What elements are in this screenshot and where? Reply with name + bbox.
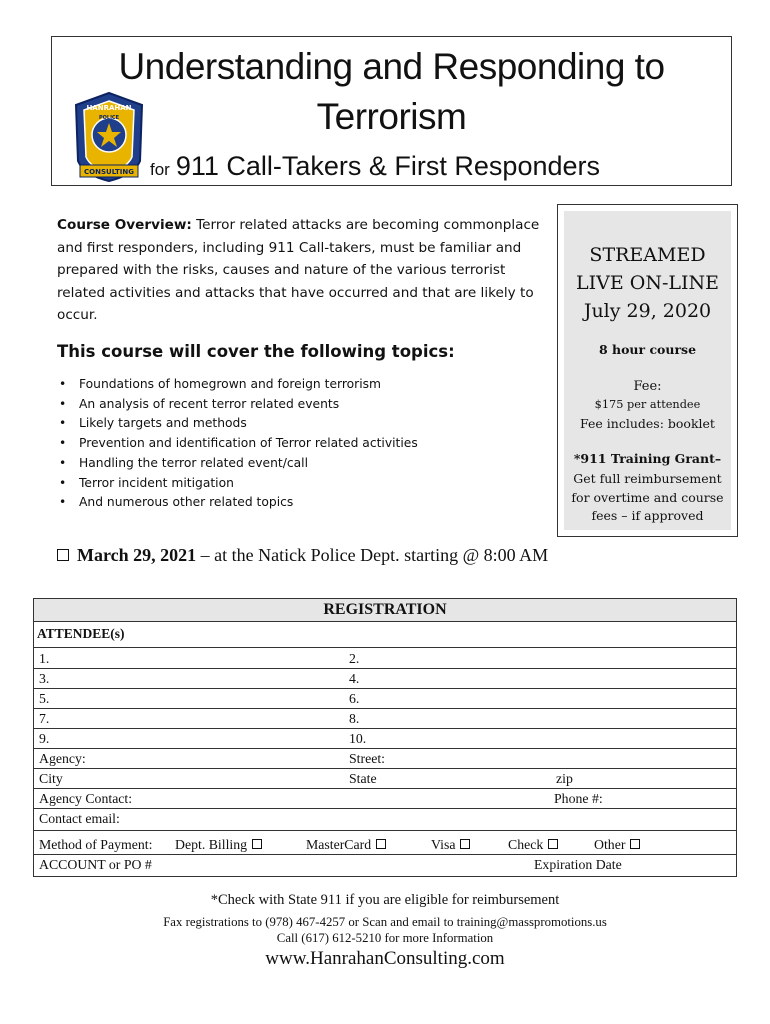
row-divider (34, 748, 736, 749)
header-box (51, 36, 732, 186)
payment-option-label: Other (594, 837, 626, 852)
state-field[interactable]: State (349, 771, 377, 786)
attendee-6-field[interactable]: 6. (349, 691, 360, 706)
topic-item: • And numerous other related topics (57, 493, 418, 513)
course-info-box (557, 204, 738, 537)
payment-option-dept-billing[interactable] (175, 836, 262, 854)
call-info: Call (617) 612-5210 for more Information (276, 931, 494, 945)
grant-description (568, 470, 727, 526)
row-divider (34, 668, 736, 669)
mastercard-checkbox[interactable] (376, 839, 386, 849)
grant-line-2: for overtime and course (571, 489, 724, 505)
payment-option-label: Visa (431, 837, 456, 852)
title-line-1: Understanding and Responding to (118, 46, 665, 87)
grant-line-3: fees – if approved (591, 508, 704, 523)
march-details: – at the Natick Police Dept. starting @ 8:00 AM (196, 545, 549, 565)
row-divider (34, 854, 736, 855)
attendee-7-field[interactable]: 7. (39, 711, 50, 726)
contact-email-field[interactable]: Contact email: (39, 811, 120, 826)
march-date: March 29, 2021 (77, 545, 197, 565)
attendee-3-field[interactable]: 3. (39, 671, 50, 686)
row-divider (34, 647, 736, 648)
city-field[interactable]: City (39, 771, 63, 786)
website-link[interactable]: www.HanrahanConsulting.com (265, 948, 505, 969)
row-divider (34, 688, 736, 689)
attendee-1-field[interactable]: 1. (39, 651, 50, 666)
check-checkbox[interactable] (548, 839, 558, 849)
streamed-live-banner (564, 241, 731, 325)
subtitle-for: for (150, 160, 170, 179)
subtitle (150, 149, 600, 187)
logo-text-bottom: CONSULTING (84, 168, 134, 176)
zip-field[interactable]: zip (556, 771, 573, 786)
other-checkbox[interactable] (630, 839, 640, 849)
attendee-5-field[interactable]: 5. (39, 691, 50, 706)
payment-option-label: Check (508, 837, 544, 852)
fee-amount: $175 per attendee (594, 398, 701, 411)
grant-line-1: Get full reimbursement (573, 471, 722, 486)
row-divider (34, 768, 736, 769)
march-session-option (57, 545, 548, 566)
registration-heading: REGISTRATION (34, 599, 736, 622)
overview-label: Course Overview: (57, 217, 192, 233)
agency-field[interactable]: Agency: (39, 751, 86, 766)
logo-text-police: POLICE (98, 115, 120, 121)
topic-item: • Handling the terror related event/call (57, 454, 418, 474)
dept-billing-checkbox[interactable] (252, 839, 262, 849)
fax-info: Fax registrations to (978) 467-4257 or Scan and email to training@masspromotions.us (163, 915, 607, 929)
account-po-field[interactable]: ACCOUNT or PO # (39, 857, 152, 872)
attendees-label: ATTENDEE(s) (37, 626, 125, 641)
agency-contact-field[interactable]: Agency Contact: (39, 791, 133, 806)
attendee-2-field[interactable]: 2. (349, 651, 360, 666)
attendee-9-field[interactable]: 9. (39, 731, 50, 746)
topic-item: • Prevention and identification of Terror related activities (57, 434, 418, 454)
streamed-date: July 29, 2020 (583, 300, 712, 322)
attendee-8-field[interactable]: 8. (349, 711, 360, 726)
payment-option-check[interactable] (508, 836, 558, 854)
row-divider (34, 808, 736, 809)
registration-form (33, 598, 737, 877)
topic-item: • Likely targets and methods (57, 414, 418, 434)
phone-field[interactable]: Phone #: (554, 791, 603, 806)
street-field[interactable]: Street: (349, 751, 386, 766)
row-divider (34, 728, 736, 729)
attendee-4-field[interactable]: 4. (349, 671, 360, 686)
payment-option-mastercard[interactable] (306, 836, 386, 854)
payment-option-label: MasterCard (306, 837, 372, 852)
overview-text: Terror related attacks are becoming commonplace and first responders, including 911 Call-takers, must be familiar and prepared with the risks, causes and nature of the various terrorist related activities and attacks that have occurred and that are likely to occur. (57, 217, 540, 323)
hanrahan-badge-logo (74, 91, 144, 183)
streamed-line-1: STREAMED (589, 244, 706, 266)
subtitle-main: 911 Call-Takers & First Responders (175, 151, 600, 181)
visa-checkbox[interactable] (460, 839, 470, 849)
expiration-date-field[interactable]: Expiration Date (534, 857, 622, 872)
streamed-line-2: LIVE ON-LINE (576, 272, 719, 294)
topic-item: • An analysis of recent terror related events (57, 395, 418, 415)
fee-label: Fee: (633, 379, 662, 394)
row-divider (34, 788, 736, 789)
payment-method-label: Method of Payment: (39, 837, 153, 852)
attendee-10-field[interactable]: 10. (349, 731, 367, 746)
march-session-checkbox[interactable] (57, 549, 69, 561)
row-divider (34, 830, 736, 831)
topics-list (57, 375, 418, 513)
grant-title: *911 Training Grant– (573, 451, 722, 466)
payment-option-other[interactable] (594, 836, 640, 854)
fee-includes: Fee includes: booklet (580, 416, 715, 431)
course-info-panel (564, 211, 731, 530)
row-divider (34, 708, 736, 709)
reimbursement-note: *Check with State 911 if you are eligible for reimbursement (210, 892, 560, 908)
title-line-2: Terrorism (316, 96, 467, 137)
topics-heading: This course will cover the following topics: (57, 342, 455, 361)
topic-item: • Foundations of homegrown and foreign terrorism (57, 375, 418, 395)
topic-item: • Terror incident mitigation (57, 474, 418, 494)
payment-option-visa[interactable] (431, 836, 470, 854)
logo-text-top: HANRAHAN (86, 104, 132, 112)
course-hours: 8 hour course (598, 342, 697, 357)
course-overview (57, 214, 542, 327)
payment-option-label: Dept. Billing (175, 837, 248, 852)
